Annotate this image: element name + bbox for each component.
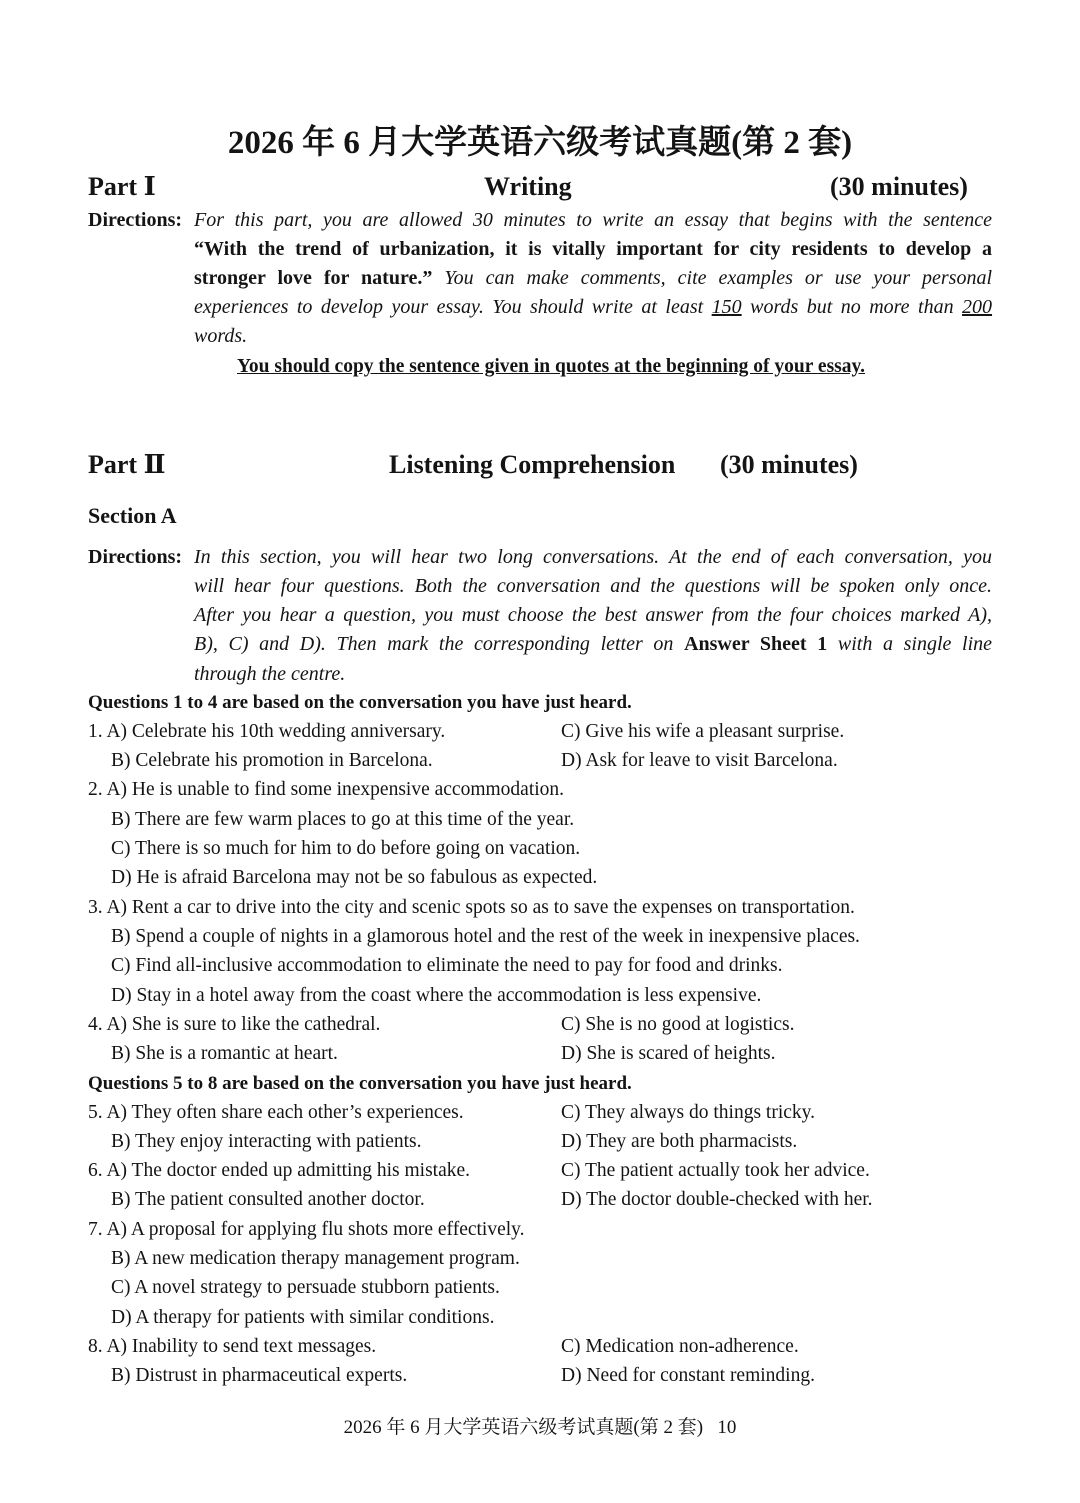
question-4-option-b: B) She is a romantic at heart. xyxy=(111,1043,338,1064)
question-6-option-a: 6. A) The doctor ended up admitting his mistake. xyxy=(88,1160,471,1181)
question-7-option-c: C) A novel strategy to persuade stubborn patients. xyxy=(111,1277,500,1298)
question-5-option-d: D) They are both pharmacists. xyxy=(561,1131,798,1152)
part-1-title: Writing xyxy=(484,172,572,201)
question-6-option-b: B) The patient consulted another doctor. xyxy=(111,1189,425,1210)
question-2-option-b: B) There are few warm places to go at this time of the year. xyxy=(111,809,575,830)
question-group-heading: Questions 5 to 8 are based on the conversation you have just heard. xyxy=(88,1073,632,1094)
question-7-option-d: D) A therapy for patients with similar conditions. xyxy=(111,1307,495,1328)
question-5-option-a: 5. A) They often share each other’s experiences. xyxy=(88,1102,464,1123)
directions-label: Directions: xyxy=(88,209,183,231)
question-3-option-b: B) Spend a couple of nights in a glamorous hotel and the rest of the week in inexpensive places. xyxy=(111,926,860,947)
question-8-option-d: D) Need for constant reminding. xyxy=(561,1365,815,1386)
answer-sheet-ref: Answer Sheet 1 xyxy=(684,633,828,655)
page-title: 2026 年 6 月大学英语六级考试真题(第 2 套) xyxy=(227,125,853,161)
question-1-option-d: D) Ask for leave to visit Barcelona. xyxy=(561,750,838,771)
question-4-option-d: D) She is scared of heights. xyxy=(561,1043,776,1064)
question-3-option-c: C) Find all-inclusive accommodation to eliminate the need to pay for food and drinks. xyxy=(111,955,783,976)
page-footer: 2026 年 6 月大学英语六级考试真题(第 2 套) 10 xyxy=(343,1417,737,1438)
part-2-time: (30 minutes) xyxy=(720,450,858,479)
writing-directions-line: stronger love for nature.” You can make comments, cite examples or use your personal xyxy=(194,267,992,289)
question-2-option-d: D) He is afraid Barcelona may not be so fabulous as expected. xyxy=(111,867,598,888)
question-8-option-c: C) Medication non-adherence. xyxy=(561,1336,799,1357)
listening-directions-line: will hear four questions. Both the conversation and the questions will be spoken only once. xyxy=(194,575,992,597)
max-words: 200 xyxy=(962,296,993,318)
question-4-option-a: 4. A) She is sure to like the cathedral. xyxy=(88,1014,381,1035)
question-3-option-a: 3. A) Rent a car to drive into the city and scenic spots so as to save the expenses on transportation. xyxy=(88,897,855,918)
listening-directions-line: In this section, you will hear two long conversations. At the end of each conversation, you xyxy=(194,546,992,568)
question-8-option-b: B) Distrust in pharmaceutical experts. xyxy=(111,1365,408,1386)
listening-directions-line: through the centre. xyxy=(194,663,346,685)
question-7-option-b: B) A new medication therapy management program. xyxy=(111,1248,520,1269)
writing-directions-line: words. xyxy=(194,325,248,347)
question-6-option-c: C) The patient actually took her advice. xyxy=(561,1160,870,1181)
question-1-option-a: 1. A) Celebrate his 10th wedding anniversary. xyxy=(88,721,446,742)
writing-directions-line: experiences to develop your essay. You should write at least 150 words but no more than 200 xyxy=(194,296,993,318)
question-7-option-a: 7. A) A proposal for applying flu shots more effectively. xyxy=(88,1219,525,1240)
question-8-option-a: 8. A) Inability to send text messages. xyxy=(88,1336,377,1357)
min-words: 150 xyxy=(711,296,742,318)
question-5-option-b: B) They enjoy interacting with patients. xyxy=(111,1131,422,1152)
question-4-option-c: C) She is no good at logistics. xyxy=(561,1014,795,1035)
section-a-heading: Section A xyxy=(88,503,177,528)
directions-label: Directions: xyxy=(88,546,183,568)
question-1-option-c: C) Give his wife a pleasant surprise. xyxy=(561,721,845,742)
part-1-label: Part Ⅰ xyxy=(88,172,156,201)
part-2-label: Part Ⅱ xyxy=(88,450,166,479)
listening-directions-line: B), C) and D). Then mark the corresponding letter on Answer Sheet 1 with a single line xyxy=(194,633,993,655)
copy-sentence-note: You should copy the sentence given in quotes at the beginning of your essay. xyxy=(237,356,866,377)
question-2-option-c: C) There is so much for him to do before going on vacation. xyxy=(111,838,581,859)
writing-directions-line: For this part, you are allowed 30 minutes to write an essay that begins with the sentence xyxy=(194,209,992,231)
question-group-heading: Questions 1 to 4 are based on the conversation you have just heard. xyxy=(88,692,632,713)
question-6-option-d: D) The doctor double-checked with her. xyxy=(561,1189,873,1210)
part-1-time: (30 minutes) xyxy=(830,172,968,201)
question-2-option-a: 2. A) He is unable to find some inexpensive accommodation. xyxy=(88,779,565,800)
question-1-option-b: B) Celebrate his promotion in Barcelona. xyxy=(111,750,433,771)
question-5-option-c: C) They always do things tricky. xyxy=(561,1102,816,1123)
listening-directions-line: After you hear a question, you must choose the best answer from the four choices marked A), xyxy=(194,604,992,626)
part-2-title: Listening Comprehension xyxy=(389,450,676,479)
question-3-option-d: D) Stay in a hotel away from the coast where the accommodation is less expensive. xyxy=(111,985,762,1006)
writing-prompt-sentence: “With the trend of urbanization, it is vitally important for city residents to develop a xyxy=(194,238,992,260)
